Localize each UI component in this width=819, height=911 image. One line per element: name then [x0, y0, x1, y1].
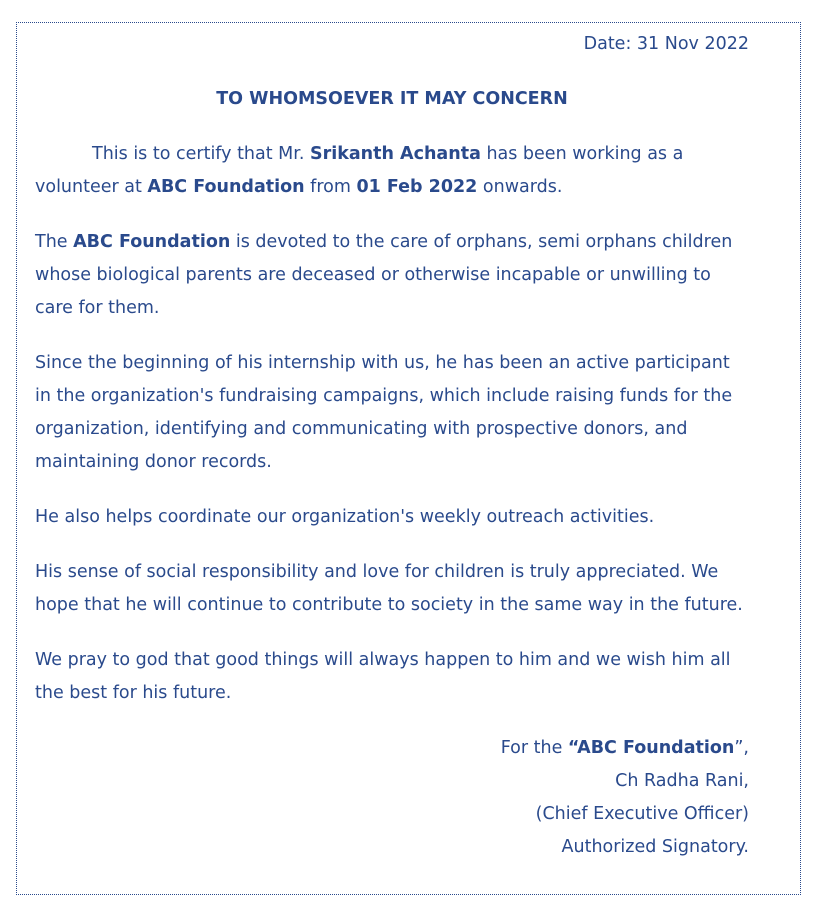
signer-name: Ch Radha Rani, [615, 771, 749, 791]
signature-block [35, 732, 749, 864]
signer-title: (Chief Executive Officer) [535, 804, 749, 824]
signer-role: Authorized Signatory. [561, 837, 749, 857]
para1-text-3: from [304, 177, 357, 197]
volunteer-name: Srikanth Achanta [310, 144, 481, 164]
para2-text-1: The [35, 232, 74, 252]
signature-for-line [35, 732, 749, 765]
para1-text-2: has been working as a volunteer at [35, 144, 684, 197]
letter-heading: TO WHOMSOEVER IT MAY CONCERN [216, 89, 568, 109]
paragraph-foundation-description [35, 226, 749, 325]
signature-for-prefix: For the [500, 738, 568, 758]
para2-text-2: is devoted to the care of orphans, semi orphans children whose biological parents are deceased or otherwise incapable or unwilling to care for them. [35, 232, 733, 318]
organization-name: ABC Foundation [73, 232, 231, 252]
signature-for-suffix: ”, [734, 738, 749, 758]
organization-name: ABC Foundation [147, 177, 305, 197]
paragraph-fundraising: Since the beginning of his internship with us, he has been an active participant in the organization's fundraising campaigns, which include raising funds for the organization, identifying and communicating with prospective donors, and maintaining donor records. [35, 353, 733, 472]
para1-text-1: This is to certify that Mr. [92, 144, 310, 164]
start-date: 01 Feb 2022 [356, 177, 478, 197]
paragraph-certification [35, 138, 749, 204]
paragraph-outreach: He also helps coordinate our organization's weekly outreach activities. [35, 507, 655, 527]
paragraph-appreciation: His sense of social responsibility and love for children is truly appreciated. We hope that he will continue to contribute to society in the same way in the future. [35, 562, 743, 615]
paragraph-wishes: We pray to god that good things will always happen to him and we wish him all the best for his future. [35, 650, 731, 703]
letter-content [35, 28, 749, 864]
para1-text-4: onwards. [477, 177, 563, 197]
signature-organization: “ABC Foundation [567, 738, 735, 758]
letter-date: Date: 31 Nov 2022 [583, 34, 749, 54]
